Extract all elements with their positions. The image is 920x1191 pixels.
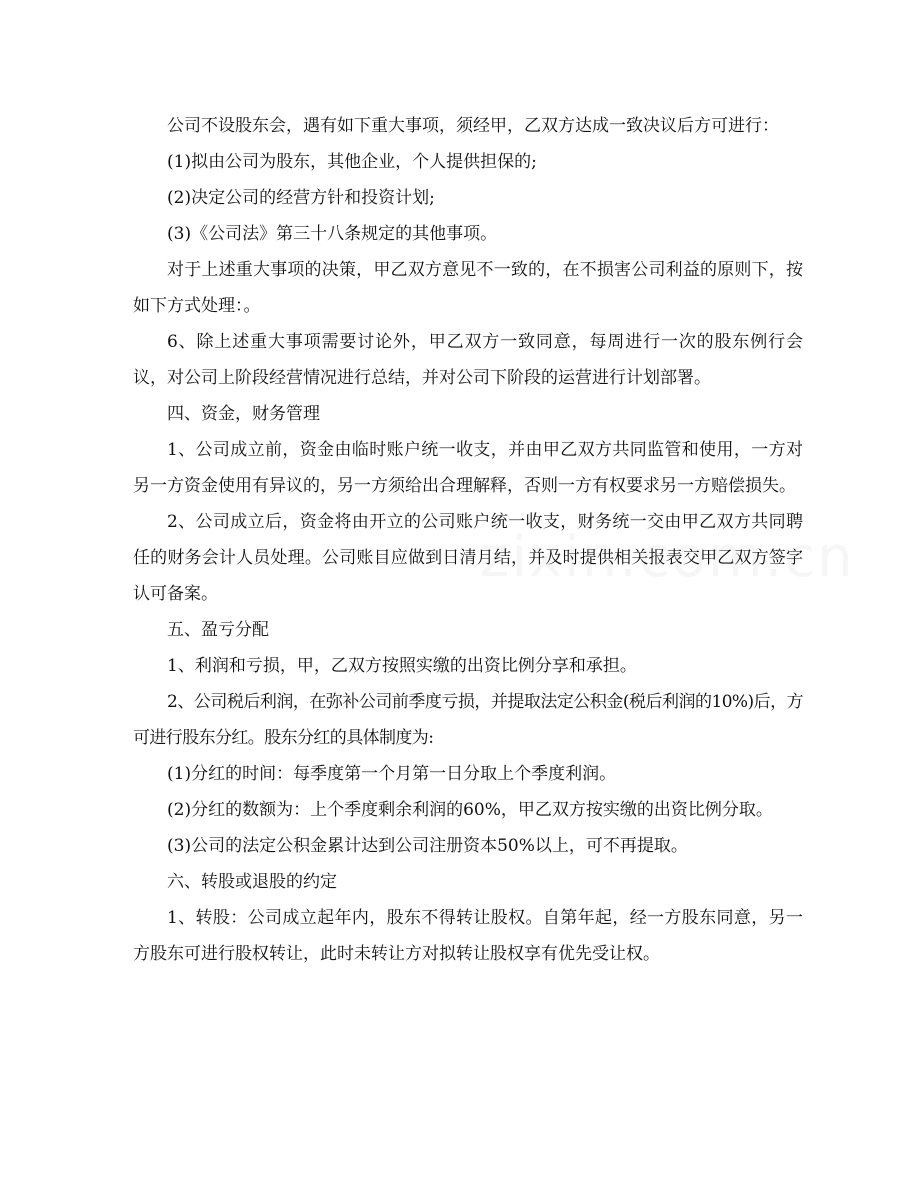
section-heading-finance: 四、资金，财务管理 xyxy=(167,404,320,424)
paragraph-profit-sharing: 1、利润和亏损，甲，乙双方按照实缴的出资比例分享和承担。 xyxy=(167,656,637,676)
section-heading-share-transfer: 六、转股或退股的约定 xyxy=(167,872,337,892)
paragraph-major-matters-intro: 公司不设股东会，遇有如下重大事项，须经甲，乙双方达成一致决议后方可进行： xyxy=(167,116,779,136)
paragraph-disagreement-handling: 对于上述重大事项的决策，甲乙双方意见不一致的，在不损害公司利益的原则下，按如下方式处理：。 xyxy=(133,260,803,316)
paragraph-item-3-company-law: (3)《公司法》第三十八条规定的其他事项。 xyxy=(167,224,498,244)
paragraph-after-tax-profit: 2、公司税后利润，在弥补公司前季度亏损，并提取法定公积金(税后利润的10%)后，方可进行股东分红。股东分红的具体制度为: xyxy=(133,692,803,748)
paragraph-dividend-amount: (2)分红的数额为：上个季度剩余利润的60%，甲乙双方按实缴的出资比例分取。 xyxy=(167,800,773,820)
paragraph-dividend-time: (1)分红的时间：每季度第一个月第一日分取上个季度利润。 xyxy=(167,764,617,784)
paragraph-item-1-guarantee: (1)拟由公司为股东，其他企业，个人提供担保的; xyxy=(167,152,537,172)
paragraph-funds-before-establishment: 1、公司成立前，资金由临时账户统一收支，并由甲乙双方共同监管和使用，一方对另一方资金使用有异议的，另一方须给出合理解释，否则一方有权要求另一方赔偿损失。 xyxy=(133,440,803,496)
section-heading-profit-loss: 五、盈亏分配 xyxy=(167,620,269,640)
paragraph-weekly-meeting: 6、除上述重大事项需要讨论外，甲乙双方一致同意，每周进行一次的股东例行会议，对公司上阶段经营情况进行总结，并对公司下阶段的运营进行计划部署。 xyxy=(133,332,803,388)
paragraph-statutory-reserve: (3)公司的法定公积金累计达到公司注册资本50%以上，可不再提取。 xyxy=(167,836,688,856)
paragraph-item-2-business-policy: (2)决定公司的经营方针和投资计划; xyxy=(167,188,435,208)
paragraph-funds-after-establishment: 2、公司成立后，资金将由开立的公司账户统一收支，财务统一交由甲乙双方共同聘任的财务会计人员处理。公司账目应做到日清月结，并及时提供相关报表交甲乙双方签字认可备案。 xyxy=(133,512,803,604)
paragraph-share-transfer: 1、转股：公司成立起年内，股东不得转让股权。自第年起，经一方股东同意，另一方股东可进行股权转让，此时未转让方对拟转让股权享有优先受让权。 xyxy=(133,908,803,964)
document-body xyxy=(133,108,803,972)
